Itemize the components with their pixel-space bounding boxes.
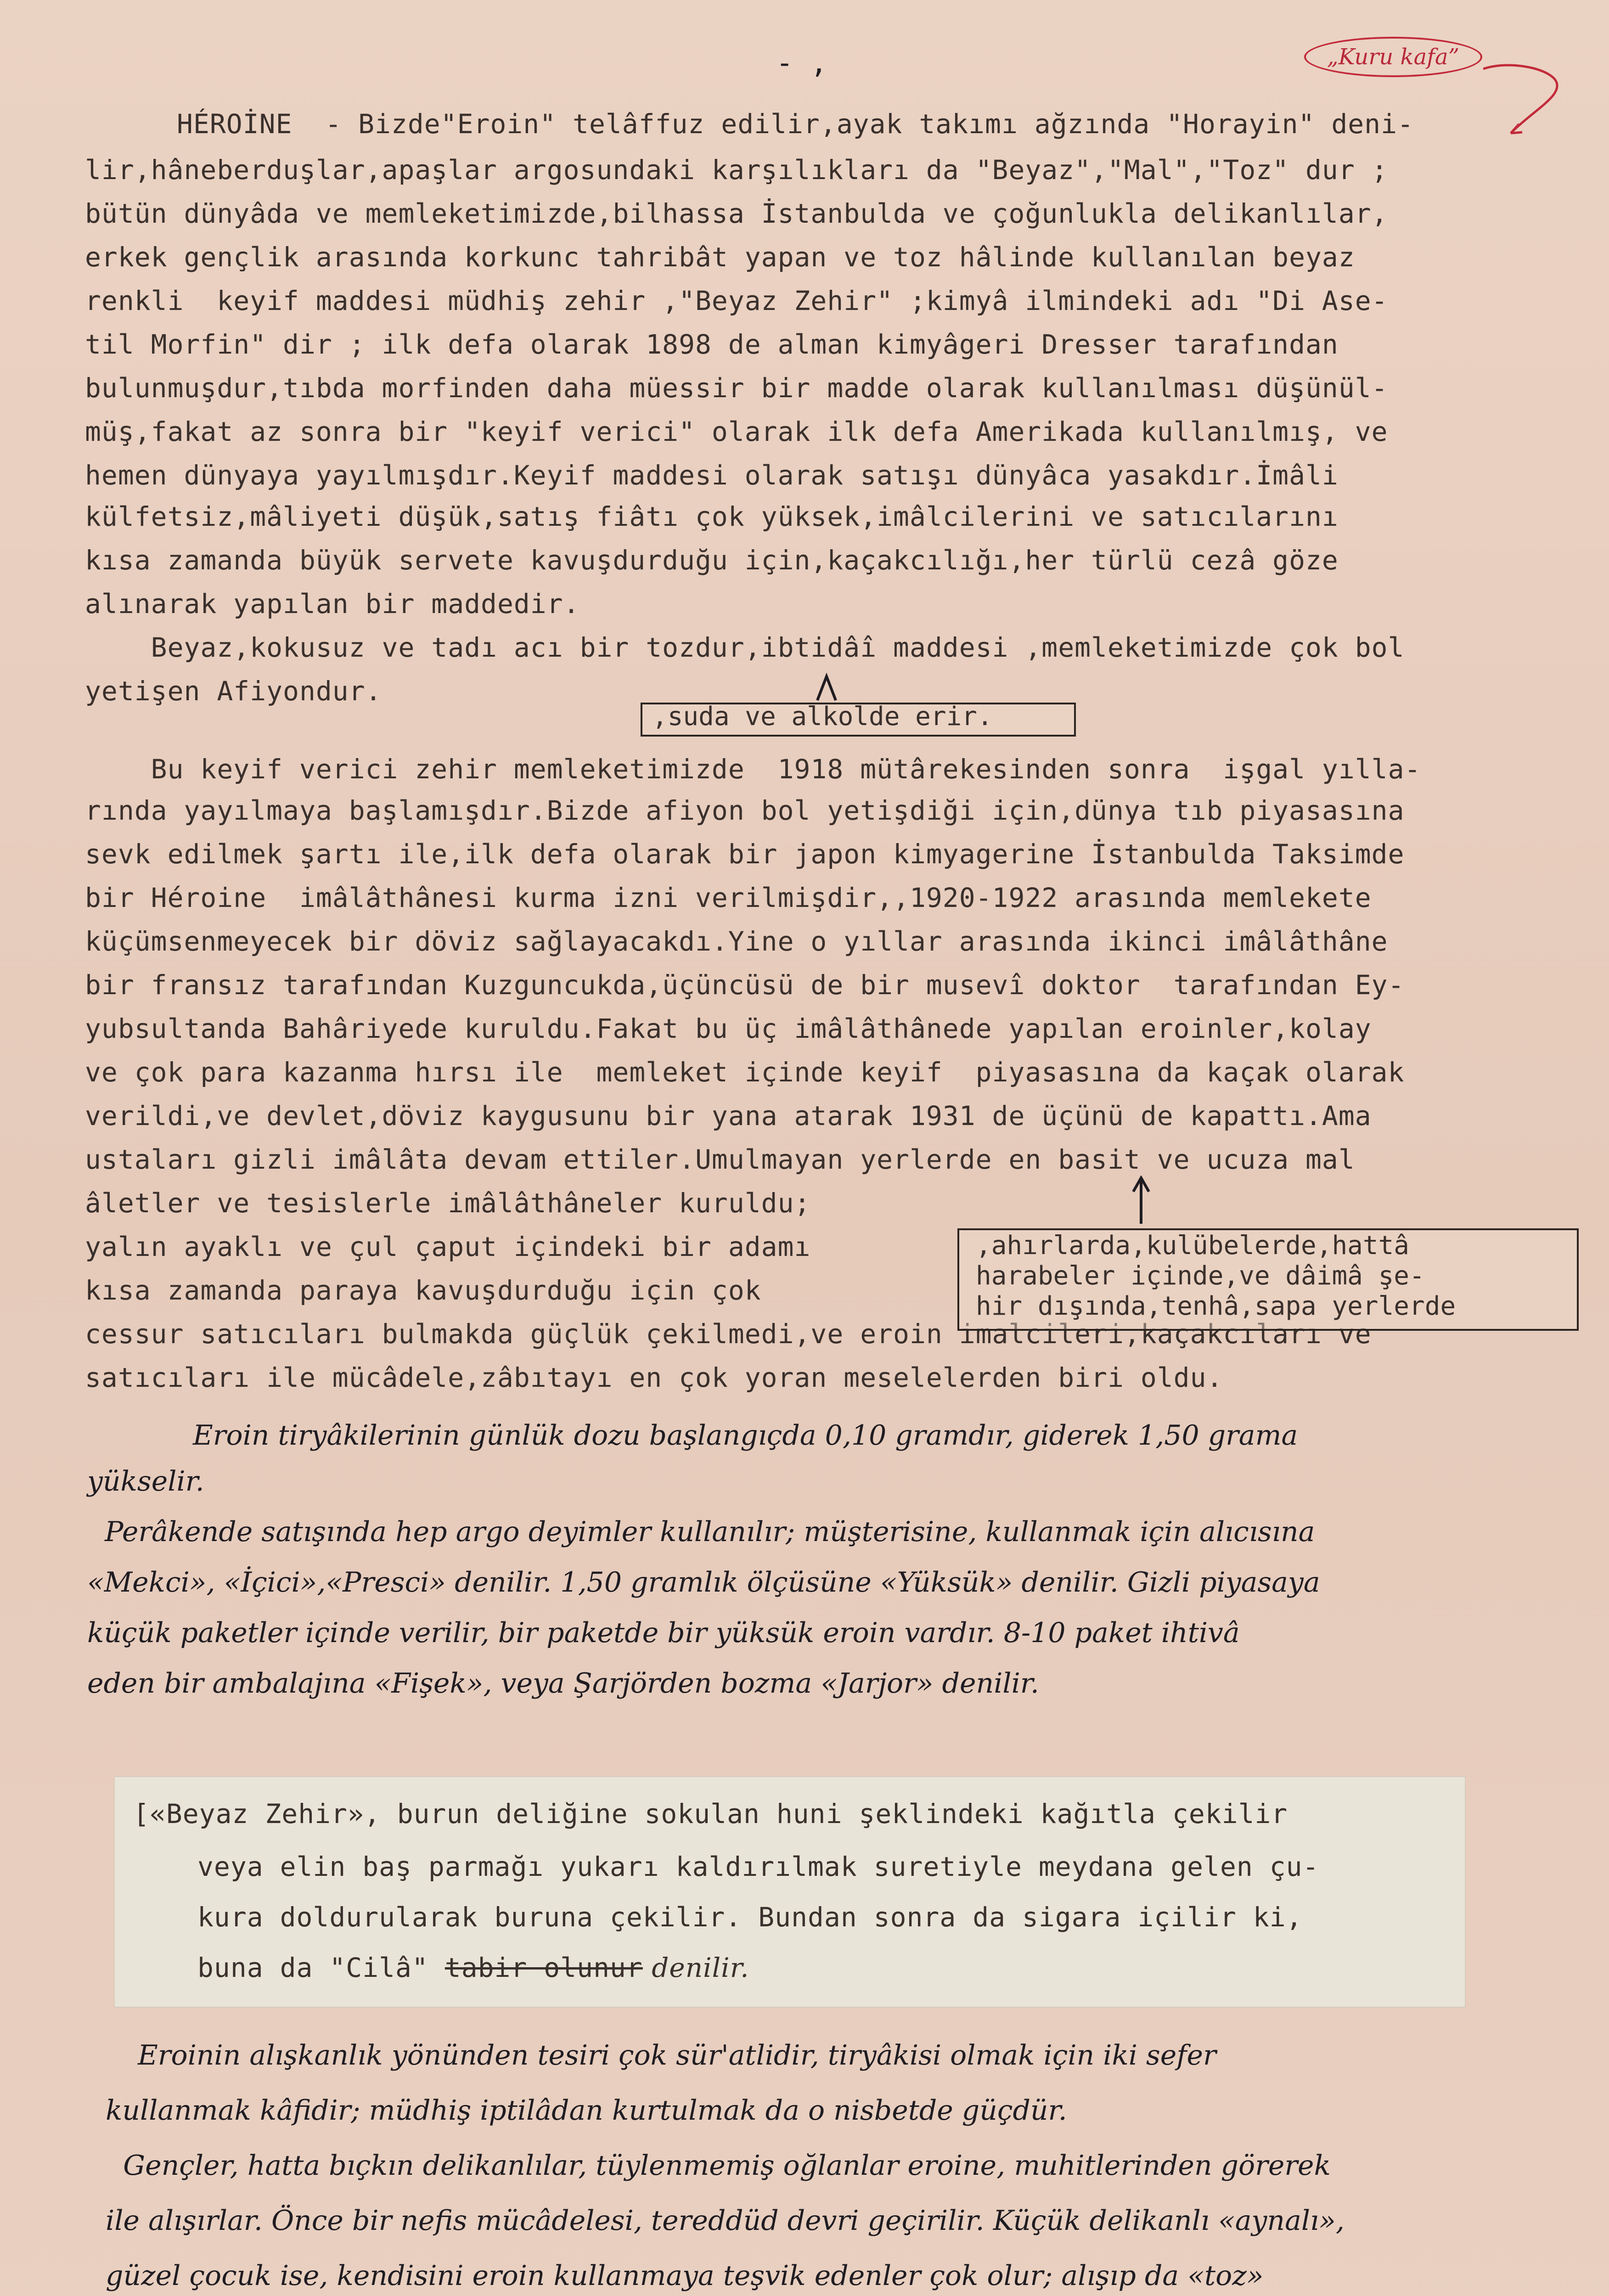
handwritten-line: Eroinin alışkanlık yönünden tesiri çok sür'atlidir, tiryâkisi olmak için iki sefer: [138, 2039, 1216, 2071]
handwritten-line: «Mekci», «İçici»,«Presci» denilir. 1,50 gramlık ölçüsüne «Yüksük» denilir. Gizli piyasaya: [87, 1566, 1320, 1598]
pasted-note-line-1: veya elin baş parmağı yukarı kaldırılmak suretiyle meydana gelen çu-: [197, 1851, 1319, 1882]
typed-line: yubsultanda Bahâriyede kuruldu.Fakat bu üç imâlâthânede yapılan eroinler,kolay: [85, 1013, 1372, 1044]
typed-line: rında yayılmaya başlamışdır.Bizde afiyon bol yetişdiği için,dünya tıb piyasasına: [85, 795, 1405, 826]
pasted-note-lead: [«Beyaz Zehir», burun deliğine sokulan huni şeklindeki kağıtla çekilir: [133, 1798, 1288, 1829]
typed-line: bir fransız tarafından Kuzguncukda,üçüncüsü de bir musevî doktor tarafından Ey-: [85, 969, 1405, 1001]
typed-line: küçümsenmeyecek bir döviz sağlayacakdı.Yine o yıllar arasında ikinci imâlâthâne: [85, 926, 1388, 957]
typed-line: HÉROİNE - Bizde"Eroin" telâffuz edilir,ayak takımı ağzında "Horayin" deni-: [177, 108, 1414, 140]
typed-line: bütün dünyâda ve memleketimizde,bilhassa İstanbulda ve çoğunlukla delikanlılar,: [85, 198, 1388, 229]
typed-line: sevk edilmek şartı ile,ilk defa olarak bir japon kimyagerine İstanbulda Taksimde: [85, 838, 1405, 870]
typed-line: cessur satıcıları bulmakda güçlük çekilmedi,ve eroin imalcileri,kaçakcıları ve: [85, 1318, 1372, 1350]
insert-text-2a: ,ahırlarda,kulübelerde,hattâ: [976, 1231, 1410, 1261]
pasted-note-suffix: denilir.: [642, 1952, 749, 1983]
handwritten-line: kullanmak kâfidir; müdhiş iptilâdan kurtulmak da o nisbetde güçdür.: [106, 2094, 1067, 2127]
typed-line: yalın ayaklı ve çul çaput içindeki bir adamı: [85, 1231, 811, 1262]
handwritten-line: Gençler, hatta bıçkın delikanlılar, tüylenmemiş oğlanlar eroine, muhitlerinden görerek: [106, 2150, 1331, 2182]
typed-line: erkek gençlik arasında korkunc tahribât yapan ve toz hâlinde kullanılan beyaz: [85, 242, 1355, 273]
typed-line: külfetsiz,mâliyeti düşük,satış fiâtı çok yüksek,imâlcilerini ve satıcılarını: [85, 501, 1339, 532]
typed-line: ustaları gizli imâlâta devam ettiler.Umulmayan yerlerde en basit ve ucuza mal: [85, 1144, 1355, 1175]
red-arrow-icon: [1483, 55, 1561, 138]
typed-line: hemen dünyaya yayılmışdır.Keyif maddesi olarak satışı dünyâca yasakdır.İmâli: [85, 460, 1339, 491]
pasted-note-struck: tabir olunur: [444, 1952, 643, 1983]
pasted-note-prefix: buna da "Cilâ": [197, 1952, 445, 1983]
insert-text-2c: hir dışında,tenhâ,sapa yerlerde: [976, 1291, 1456, 1321]
typed-line: renkli keyif maddesi müdhiş zehir ,"Beyaz Zehir" ;kimyâ ilmindeki adı "Di Ase-: [85, 285, 1388, 316]
caret-mark-icon-2: [1130, 1176, 1153, 1226]
typed-line: müş,fakat az sonra bir "keyif verici" olarak ilk defa Amerikada kullanılmış, ve: [85, 416, 1388, 447]
typed-line: yetişen Afiyondur.: [85, 675, 382, 707]
insert-text-1: ,suda ve alkolde erir.: [652, 702, 993, 732]
caret-mark-icon: [815, 673, 838, 705]
typed-line: kısa zamanda paraya kavuşdurduğu için çok: [85, 1275, 761, 1306]
typed-line: bir Héroine imâlâthânesi kurma izni verilmişdir,,1920-1922 arasında memlekete: [85, 882, 1372, 913]
handwritten-line: yükselir.: [87, 1465, 204, 1497]
page-mark: - ,: [776, 46, 827, 79]
typed-line: âletler ve tesislerle imâlâthâneler kuruldu;: [85, 1187, 811, 1219]
handwritten-line: eden bir ambalajına «Fişek», veya Şarjörden bozma «Jarjor» denilir.: [87, 1667, 1039, 1699]
typed-line: kısa zamanda büyük servete kavuşdurduğu için,kaçakcılığı,her türlü cezâ göze: [85, 545, 1339, 576]
typed-line: Bu keyif verici zehir memleketimizde 1918 mütârekesinden sonra işgal yılla-: [85, 754, 1421, 785]
typed-line: ve çok para kazanma hırsı ile memleket içinde keyif piyasasına da kaçak olarak: [85, 1057, 1405, 1088]
pasted-note-line-2: kura doldurularak buruna çekilir. Bundan sonra da sigara içilir ki,: [197, 1902, 1303, 1933]
handwritten-line: güzel çocuk ise, kendisini eroin kullanmaya teşvik edenler çok olur; alışıp da «toz»: [106, 2260, 1264, 2292]
handwritten-line: Perâkende satışında hep argo deyimler kullanılır; müşterisine, kullanmak için alıcısına: [87, 1516, 1315, 1548]
typed-line: Beyaz,kokusuz ve tadı acı bir tozdur,ibtidâî maddesi ,memleketimizde çok bol: [85, 632, 1405, 663]
handwritten-line: ile alışırlar. Önce bir nefis mücâdelesi, tereddüd devri geçirilir. Küçük delikanlı «aynalı»,: [106, 2205, 1345, 2237]
typed-line: lir,hâneberduşlar,apaşlar argosundaki karşılıkları da "Beyaz","Mal","Toz" dur ;: [85, 154, 1388, 186]
typed-line: til Morfin" dir ; ilk defa olarak 1898 de alman kimyâgeri Dresser tarafından: [85, 329, 1339, 360]
typed-line: satıcıları ile mücâdele,zâbıtayı en çok yoran meselelerden biri oldu.: [85, 1362, 1223, 1393]
red-callout-note: „Kuru kafa”: [1304, 37, 1482, 77]
typed-line: bulunmuşdur,tıbda morfinden daha müessir bir madde olarak kullanılması düşünül-: [85, 372, 1388, 404]
insert-text-2b: harabeler içinde,ve dâimâ şe-: [976, 1261, 1425, 1291]
handwritten-line: Eroin tiryâkilerinin günlük dozu başlangıçda 0,10 gramdır, giderek 1,50 grama: [193, 1419, 1298, 1452]
typed-line: verildi,ve devlet,döviz kaygusunu bir yana atarak 1931 de üçünü de kapattı.Ama: [85, 1100, 1372, 1131]
typed-line: alınarak yapılan bir maddedir.: [85, 588, 580, 619]
handwritten-line: küçük paketler içinde verilir, bir paketde bir yüksük eroin vardır. 8-10 paket ihtivâ: [87, 1617, 1240, 1649]
pasted-note-line-3: [197, 1952, 749, 1984]
